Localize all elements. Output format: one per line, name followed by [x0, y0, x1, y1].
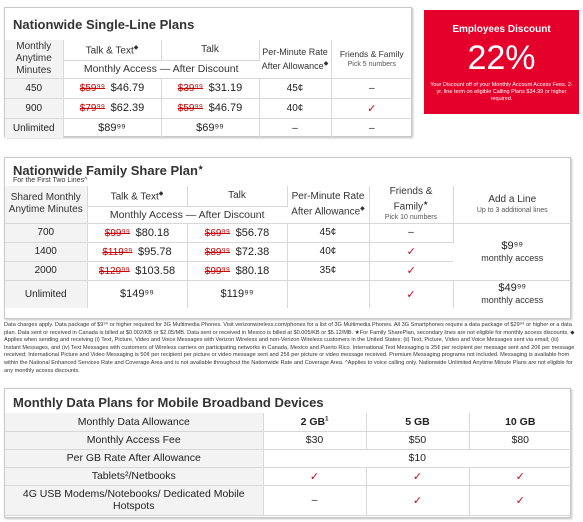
- dash-cell: –: [263, 485, 366, 515]
- check-icon: ✓: [366, 485, 469, 515]
- talk-price: $39⁹⁹ $31.19: [161, 78, 259, 98]
- single-line-table: [5, 40, 412, 138]
- check-icon: ✓: [369, 242, 453, 261]
- rate-cell: 40¢: [259, 98, 331, 118]
- check-icon: ✓: [331, 98, 412, 118]
- minutes-cell: 700: [5, 223, 87, 242]
- fee-cell: $30: [263, 431, 366, 449]
- rate-cell: [287, 280, 369, 308]
- check-icon: ✓: [263, 467, 366, 485]
- friends-cell: –: [369, 223, 453, 242]
- talk-price: $89⁹⁹ $72.38: [187, 242, 287, 261]
- row-label: Monthly Data Allowance: [5, 413, 263, 431]
- check-icon: ✓: [366, 467, 469, 485]
- col-10gb: 10 GB: [469, 413, 571, 431]
- col-per-minute-rate: Per-Minute Rate After Allowance◆: [287, 186, 369, 223]
- row-label: Per GB Rate After Allowance: [5, 449, 263, 467]
- check-icon: ✓: [469, 485, 571, 515]
- fine-print-footnote: Data charges apply. Data package of $9⁹⁹ or higher required for 3G Multimedia Phones. Visit verizonwireless.com/phones for a list of 3G Multimedia Phones. All 3G Smartphones require a data package of $29⁹⁹ or higher or a data plan. Data sent or received in Canada is billed at $0.002/KB or $2.05/MB. Data sent or received in Mexico is billed at $0.005/KB or $5.12/MB. ★For Family SharePlan, secondary lines are not eligible for monthly access discounts. ◆ Applies when sending and receiving (i) Text, Picture, Video and Voice Messages with Verizon Wireless and non-Verizon Wireless customers in the United States; (ii) Text, Picture, Video and Voice Messages sent via email; (iii) Instant Messages, and (iv) Text Messages with customers of Wireless carriers on participating networks in Canada, Mexico and Puerto Rico. International Text Messaging is 25¢ per recipient per message sent and 20¢ per message received; International Picture and Video Messaging is 50¢ per recipient per picture or video message sent and 25¢ per picture or video message received. Premium Messaging programs not included. Messaging is available from within the National Enhanced Services Rate and Coverage Area and is not available throughout the Nationwide Rate and Coverage Area. ^Applies to voice calling only. Nationwide Unlimited Anytime Minute Plans are not eligible for any monthly access discounts.: [4, 322, 575, 374]
- table-row: [5, 118, 412, 138]
- data-plans-panel: [4, 388, 571, 518]
- discount-value: 22%: [467, 39, 536, 77]
- rate-cell: –: [259, 118, 331, 138]
- col-talk-text: Talk & Text◆: [63, 40, 161, 60]
- rate-cell: 45¢: [259, 78, 331, 98]
- table-row: [5, 413, 571, 431]
- col-add-a-line: Add a Line Up to 3 additional lines: [453, 186, 571, 223]
- monthly-access-header: Monthly Access — After Discount: [63, 60, 259, 78]
- talk-text-price: $99⁹⁹ $80.18: [87, 223, 187, 242]
- minutes-cell: 2000: [5, 261, 87, 280]
- minutes-cell: 1400: [5, 242, 87, 261]
- per-gb-rate-cell: $10: [263, 449, 571, 467]
- col-5gb: 5 GB: [366, 413, 469, 431]
- col-talk: Talk: [187, 186, 287, 206]
- rate-cell: 35¢: [287, 261, 369, 280]
- col-friends-family: Friends & Family Pick 5 numbers: [331, 40, 412, 78]
- table-row: [5, 223, 571, 242]
- rate-cell: 40¢: [287, 242, 369, 261]
- minutes-cell: Unlimited: [5, 280, 87, 308]
- talk-price: $59⁹⁹ $46.79: [161, 98, 259, 118]
- minutes-cell: 900: [5, 98, 63, 118]
- employee-discount-badge: [424, 10, 579, 114]
- family-share-plans-panel: [4, 157, 571, 319]
- col-per-minute-rate: Per-Minute Rate After Allowance◆: [259, 40, 331, 78]
- monthly-access-header: Monthly Access — After Discount: [87, 206, 287, 223]
- talk-text-price: $59⁹⁹ $46.79: [63, 78, 161, 98]
- talk-text-price: $129⁹⁹ $103.58: [87, 261, 187, 280]
- minutes-cell: Unlimited: [5, 118, 63, 138]
- fee-cell: $80: [469, 431, 571, 449]
- col-talk-text: Talk & Text◆: [87, 186, 187, 206]
- row-label: Monthly Access Fee: [5, 431, 263, 449]
- discount-note: Your Discount off of your Monthly Account Access Fees. 2-yr. line term on eligible Calling Plans $34.99 or higher required.: [430, 82, 573, 102]
- fee-cell: $50: [366, 431, 469, 449]
- talk-text-price: $149⁹⁹: [87, 280, 187, 308]
- col-2gb: 2 $GB^1$: [263, 413, 366, 431]
- family-title: Nationwide Family Share Plan★: [13, 163, 204, 178]
- data-plans-table: [5, 413, 571, 516]
- talk-price: $99⁹⁹ $80.18: [187, 261, 287, 280]
- check-icon: ✓: [469, 467, 571, 485]
- table-row: [5, 467, 571, 485]
- table-row: [5, 280, 571, 308]
- data-plans-title: Monthly Data Plans for Mobile Broadband Devices: [13, 395, 324, 410]
- friends-cell: –: [331, 78, 412, 98]
- add-line-price-cell: $49⁹⁹ monthly access: [481, 282, 544, 306]
- check-icon: ✓: [369, 280, 453, 308]
- family-subtitle: For the First Two Lines^: [13, 177, 88, 184]
- discount-title: Employees Discount: [452, 24, 551, 35]
- col-monthly-minutes: Monthly Anytime Minutes: [5, 40, 63, 78]
- col-talk: Talk: [161, 40, 259, 60]
- single-line-plans-panel: [4, 7, 412, 137]
- single-line-title: Nationwide Single-Line Plans: [13, 17, 195, 32]
- table-row: [5, 485, 571, 515]
- talk-price: $69⁹⁹ $56.78: [187, 223, 287, 242]
- talk-text-price: $79⁹⁹ $62.39: [63, 98, 161, 118]
- table-row: [5, 98, 412, 118]
- rate-cell: 45¢: [287, 223, 369, 242]
- family-table: [5, 186, 571, 308]
- table-row: [5, 78, 412, 98]
- col-friends-family: Friends & Family★ Pick 10 numbers: [369, 186, 453, 223]
- talk-text-price: $119⁹⁹ $95.78: [87, 242, 187, 261]
- col-shared-minutes: Shared Monthly Anytime Minutes: [5, 186, 87, 223]
- table-row: [5, 449, 571, 467]
- talk-price: $69⁹⁹: [161, 118, 259, 138]
- talk-price: $119⁹⁹: [187, 280, 287, 308]
- talk-text-price: $89⁹⁹: [63, 118, 161, 138]
- add-line-price-cell: $9⁹⁹ monthly access: [453, 223, 571, 280]
- row-label: Tablets²/Netbooks: [5, 467, 263, 485]
- check-icon: ✓: [369, 261, 453, 280]
- table-row: [5, 431, 571, 449]
- row-label: 4G USB Modems/Notebooks/ Dedicated Mobile Hotspots: [5, 485, 263, 515]
- minutes-cell: 450: [5, 78, 63, 98]
- friends-cell: –: [368, 122, 375, 134]
